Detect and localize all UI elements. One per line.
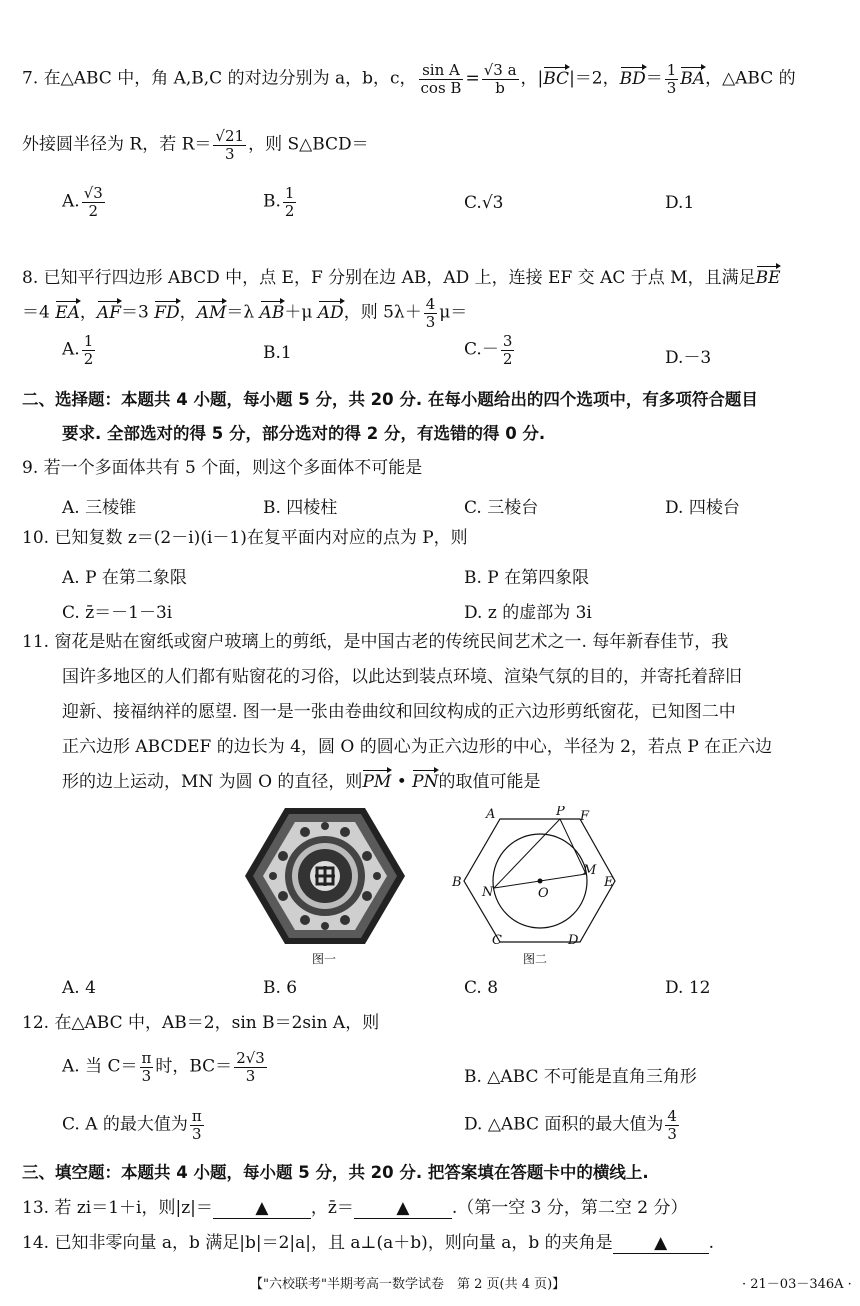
q11-line4: 正六边形 ABCDEF 的边长为 4，圆 O 的圆心为正六边形的中心，半径为 2，若点 P 在正六边	[62, 737, 773, 757]
q7-fraction-sinA-cosB	[419, 62, 464, 96]
q8-text: ＝λ	[226, 302, 260, 323]
equals-sign: =	[465, 68, 480, 89]
vector-AM: AM	[196, 302, 227, 323]
option-text: A. 当 C＝	[62, 1056, 138, 1077]
frac-numerator: 1	[666, 61, 677, 79]
q10-option-d: D. z 的虚部为 3i	[464, 603, 592, 623]
frac-denominator: cos B	[420, 78, 462, 97]
frac-denominator: 3	[667, 1124, 677, 1143]
vector-BA: BA	[680, 68, 706, 89]
option-text: C. A 的最大值为	[62, 1114, 188, 1135]
answer-blank: ▲	[354, 1198, 452, 1219]
q10-option-a: A. P 在第二象限	[62, 568, 187, 588]
q7-text: ，△ABC 的	[705, 68, 796, 89]
dot-product-sign: •	[391, 772, 413, 792]
frac-denominator: 3	[224, 144, 235, 163]
frac-numerator: π	[191, 1107, 202, 1125]
q10-stem: 10. 已知复数 z＝(2－i)(i－1)在复平面内对应的点为 P，则	[22, 528, 468, 548]
vector-AB: AB	[259, 302, 285, 323]
q8-text: ，	[179, 302, 197, 323]
frac-denominator: 2	[502, 349, 513, 368]
vector-BD: BD	[619, 68, 646, 89]
figure-2-caption: 图二	[523, 952, 548, 966]
option-label: C.	[464, 339, 482, 360]
q8-text: ，	[79, 302, 97, 323]
q10-option-b: B. P 在第四象限	[464, 568, 590, 588]
option-fraction	[82, 185, 105, 219]
q8-line2-expression	[22, 296, 467, 330]
q7-line2	[22, 128, 369, 162]
q7-text: 外接圆半径为 R，若 R＝	[22, 134, 212, 155]
q8-option-b	[263, 343, 292, 363]
option-label: B.	[263, 191, 281, 212]
frac-numerator: sin A	[419, 62, 464, 80]
q12-option-b: B. △ABC 不可能是直角三角形	[464, 1067, 697, 1087]
q11-line1: 11. 窗花是贴在窗纸或窗户玻璃上的剪纸，是中国古老的传统民间艺术之一. 每年新春佳节，我	[22, 632, 729, 652]
vector-FD: FD	[154, 302, 180, 323]
option-text: －	[481, 339, 499, 360]
q7-text: ＝	[645, 68, 663, 89]
option-fraction	[82, 333, 96, 367]
q9-stem: 9. 若一个多面体共有 5 个面，则这个多面体不可能是	[22, 458, 423, 478]
frac-numerator: √21	[215, 127, 245, 145]
q13-line	[22, 1198, 688, 1219]
q11-text: 的取值可能是	[438, 772, 541, 792]
option-text: －3	[683, 348, 712, 368]
frac-denominator: 3	[245, 1066, 256, 1085]
label-M: M	[583, 863, 597, 878]
option-label: B.	[263, 343, 281, 363]
q8-stem-text: 8. 已知平行四边形 ABCD 中，点 E，F 分别在边 AB，AD 上，连接 EF 交 AC 于点 M，且满足	[22, 268, 756, 288]
vector-BE: BE	[755, 268, 781, 288]
option-fraction	[283, 185, 297, 219]
q14-line	[22, 1233, 714, 1254]
frac-denominator: 3	[141, 1066, 152, 1085]
segment-PN	[494, 819, 560, 888]
q9-option-b: B. 四棱柱	[263, 498, 338, 518]
option-text: D. △ABC 面积的最大值为	[464, 1114, 664, 1135]
q11-text: 形的边上运动，MN 为圆 O 的直径，则	[62, 772, 363, 792]
frac-denominator: 2	[88, 201, 99, 220]
frac-denominator: 2	[83, 349, 94, 368]
option-label: C.	[464, 193, 482, 213]
option-fraction	[501, 333, 515, 367]
label-N: N	[482, 885, 494, 900]
q13-text: ，z̄＝	[310, 1198, 354, 1218]
q7-line1	[22, 62, 796, 96]
q8-option-a	[62, 333, 97, 367]
q11-line5	[62, 772, 540, 792]
frac-denominator: 3	[666, 78, 677, 97]
vector-BC: BC	[543, 68, 570, 89]
frac-denominator: b	[495, 78, 505, 97]
q11-option-d: D. 12	[665, 978, 711, 998]
figure-1-caption: 图一	[312, 952, 337, 966]
q14-text: 14. 已知非零向量 a，b 满足|b|＝2|a|，且 a⊥(a＋b)，则向量 a，b 的夹角是	[22, 1233, 613, 1253]
vector-AD: AD	[317, 302, 344, 323]
q8-option-c	[464, 333, 516, 367]
frac-numerator: π	[141, 1049, 152, 1067]
label-C: C	[492, 933, 502, 946]
section-2-heading: 二、选择题：本题共 4 小题，每小题 5 分，共 20 分. 在每小题给出的四个选项中，有多项符合题目	[22, 390, 758, 409]
footer-exam-title: 【"六校联考"半期考高一数学试卷 第 2 页(共 4 页)】	[250, 1277, 566, 1292]
figure-1-papercut	[243, 806, 407, 946]
q11-option-a: A. 4	[62, 978, 96, 998]
q7-text: ，|	[520, 68, 544, 89]
frac-numerator: 2√3	[236, 1049, 265, 1067]
option-fraction	[665, 1108, 679, 1142]
q13-text: .（第一空 3 分，第二空 2 分）	[451, 1198, 688, 1218]
option-text: 1	[683, 193, 695, 213]
figure-2-hexagon-diagram	[450, 806, 630, 946]
option-label: D.	[665, 348, 684, 368]
label-F: F	[580, 809, 590, 824]
frac-numerator: 1	[83, 332, 94, 350]
frac-numerator: 4	[425, 295, 436, 313]
q8-text: ＝3	[121, 302, 155, 323]
q12-stem: 12. 在△ABC 中，AB＝2，sin B＝2sin A，则	[22, 1013, 380, 1033]
q11-line2: 国许多地区的人们都有贴窗花的习俗，以此达到装点环境、渲染气氛的目的，并寄托着辞旧	[62, 667, 742, 687]
q7-stem-text: 7. 在△ABC 中，角 A,B,C 的对边分别为 a，b，c，	[22, 68, 417, 89]
q7-option-b	[263, 185, 298, 219]
vector-PN: PN	[412, 772, 439, 792]
center-point-O	[538, 879, 543, 884]
q7-text: ，则 S△BCD＝	[248, 134, 369, 155]
vector-AF: AF	[96, 302, 121, 323]
q9-option-d: D. 四棱台	[665, 498, 740, 518]
label-P: P	[556, 806, 565, 819]
label-O: O	[538, 886, 549, 901]
q12-option-c	[62, 1108, 206, 1142]
q8-fraction-four-thirds	[424, 296, 438, 330]
frac-denominator: 3	[192, 1124, 202, 1143]
option-fraction	[140, 1050, 154, 1084]
q14-text: .	[708, 1233, 715, 1253]
option-fraction	[190, 1108, 204, 1142]
option-text: 1	[280, 343, 292, 363]
q9-option-c: C. 三棱台	[464, 498, 539, 518]
vector-EA: EA	[55, 302, 80, 323]
q9-option-a: A. 三棱锥	[62, 498, 137, 518]
section-3-heading: 三、填空题：本题共 4 小题，每小题 5 分，共 20 分. 把答案填在答题卡中的横线上.	[22, 1163, 649, 1182]
q7-option-c	[464, 193, 503, 213]
frac-numerator: 4	[667, 1107, 677, 1125]
label-E: E	[604, 875, 614, 890]
q7-option-a	[62, 185, 107, 219]
label-D: D	[568, 933, 579, 946]
q7-option-d	[665, 193, 694, 213]
q10-option-c: C. z̄＝－1－3i	[62, 603, 173, 623]
papercut-center-knot	[315, 866, 335, 886]
label-B: B	[452, 875, 462, 890]
q8-line1	[22, 268, 780, 288]
q11-option-b: B. 6	[263, 978, 298, 998]
vector-PM: PM	[362, 772, 392, 792]
q7-text: |＝2，	[569, 68, 620, 89]
option-text: √3	[481, 193, 504, 213]
q13-text: 13. 若 zi＝1＋i，则|z|＝	[22, 1198, 213, 1218]
option-label: A.	[62, 191, 80, 212]
q8-text: ＋μ	[284, 302, 318, 323]
frac-denominator: 2	[284, 201, 295, 220]
q7-fraction-root3a-b	[482, 62, 519, 96]
q11-line3: 迎新、接福纳祥的愿望. 图一是一张由卷曲纹和回纹构成的正六边形剪纸窗花，已知图二中	[62, 702, 736, 722]
q8-option-d	[665, 343, 711, 368]
frac-numerator: √3 a	[483, 61, 517, 79]
frac-denominator: 3	[425, 312, 436, 331]
q12-option-a	[62, 1050, 269, 1084]
frac-numerator: 1	[284, 184, 295, 202]
q8-text: ，则 5λ＋	[343, 302, 422, 323]
option-fraction	[234, 1050, 267, 1084]
q8-text: ＝4	[22, 302, 56, 323]
q11-option-c: C. 8	[464, 978, 499, 998]
option-text: 时，BC＝	[155, 1056, 233, 1077]
answer-blank: ▲	[213, 1198, 311, 1219]
option-label: D.	[665, 193, 684, 213]
label-A: A	[486, 807, 496, 822]
q7-fraction-one-third	[665, 62, 679, 96]
section-2-heading-cont: 要求. 全部选对的得 5 分，部分选对的得 2 分，有选错的得 0 分.	[62, 424, 546, 443]
frac-numerator: 3	[502, 332, 513, 350]
answer-blank: ▲	[613, 1233, 709, 1254]
frac-numerator: √3	[83, 184, 103, 202]
q8-text: μ＝	[439, 302, 468, 323]
footer-code: · 21－03－346A ·	[742, 1277, 852, 1292]
option-label: A.	[62, 339, 80, 360]
q7-fraction-root21-3	[213, 128, 246, 162]
q12-option-d	[464, 1108, 681, 1142]
